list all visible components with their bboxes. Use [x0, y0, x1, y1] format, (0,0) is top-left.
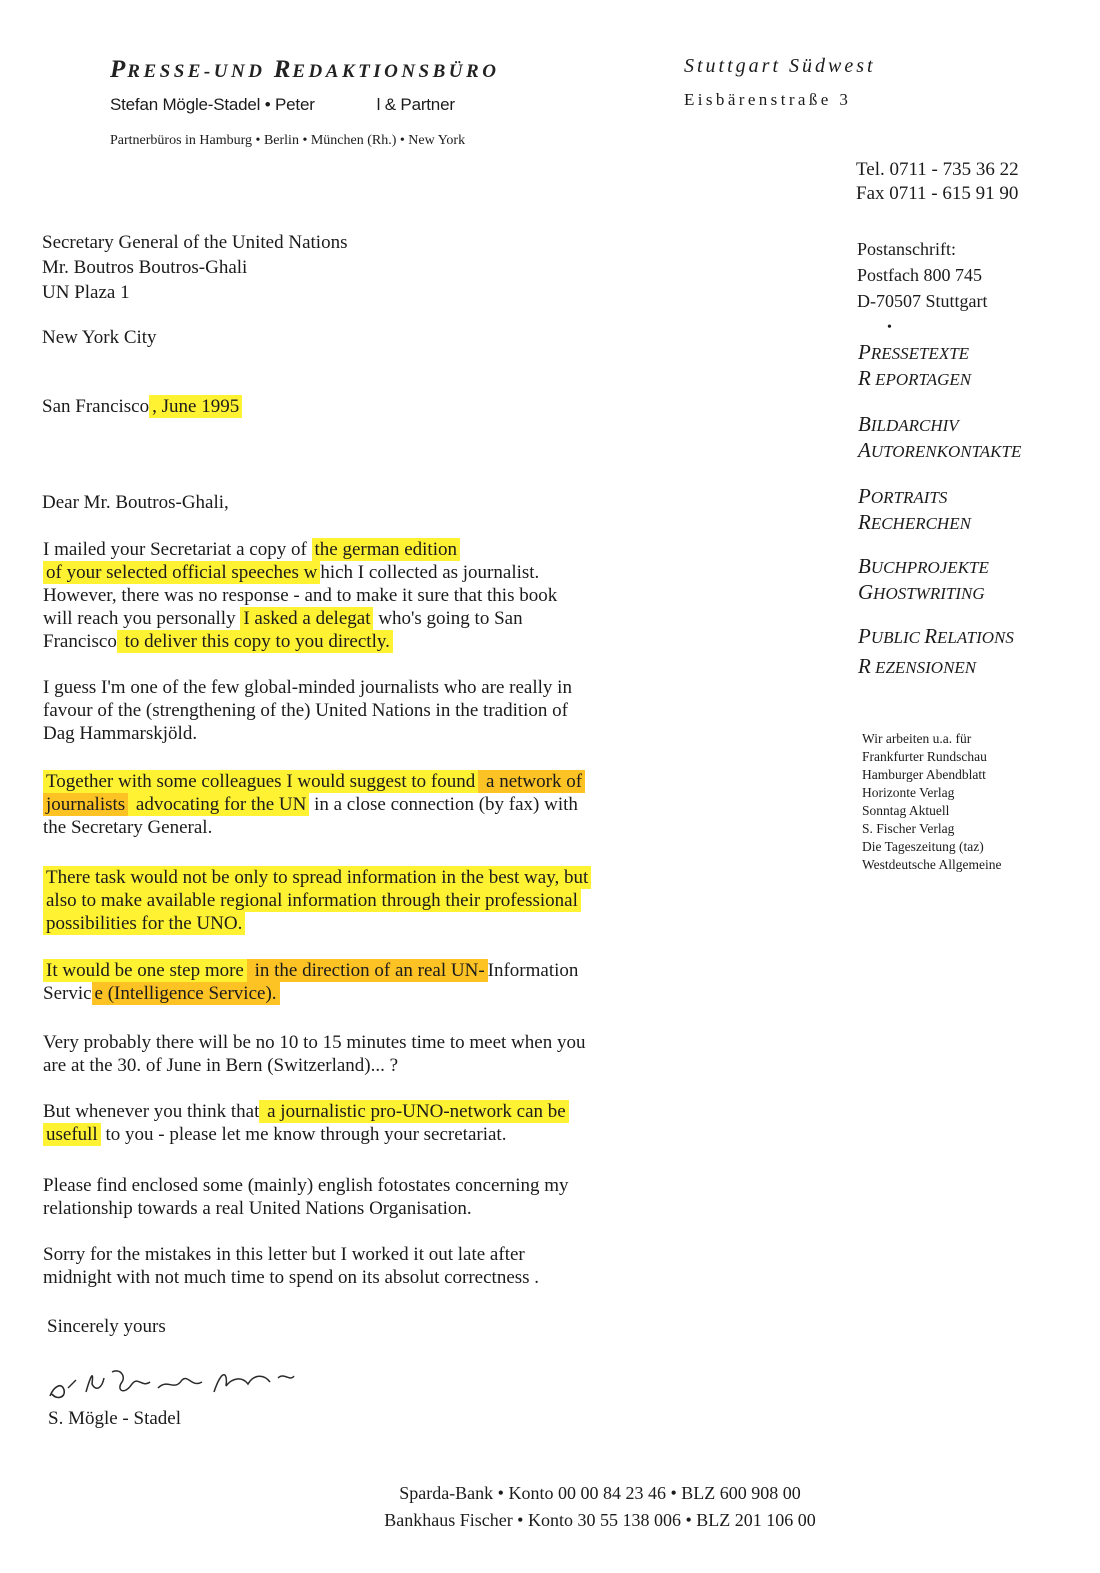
- service-pair-1: PRESSETEXTE R EPORTAGEN: [858, 340, 972, 390]
- paragraph-9: Sorry for the mistakes in this letter but I worked it out late after midnight with not much time to spend on its absolut correctness .: [43, 1244, 540, 1288]
- letterhead-city: Stuttgart Südwest: [684, 55, 876, 77]
- letterhead-partners: Stefan Mögle-Stadel • Peter l & Partner: [110, 95, 455, 114]
- highlight: of your selected official speeches w: [43, 561, 320, 584]
- highlight: , June 1995: [149, 395, 242, 418]
- service-pair-5: PUBLIC RELATIONS R EZENSIONEN: [858, 624, 1014, 678]
- highlight: usefull: [43, 1123, 101, 1146]
- paragraph-1: I mailed your Secretariat a copy of the german edition of your selected official speeches w hich I collected as journalist. However, there was no response - and to make it sure that this book will reach you personally I asked a delegat who's going to San Francisco to deliver this copy to you directly.: [43, 539, 558, 652]
- highlight: It would be one step more: [43, 959, 247, 982]
- client-item: Frankfurter Rundschau: [862, 749, 987, 764]
- highlight: also to make available regional information through their professional: [43, 889, 581, 912]
- highlight: I asked a delegat: [240, 607, 373, 630]
- paragraph-7: But whenever you think that a journalistic pro-UNO-network can be usefull to you - please let me know through your secretariat.: [43, 1100, 569, 1146]
- paragraph-8: Please find enclosed some (mainly) english fotostates concerning my relationship towards a real United Nations Organisation.: [43, 1175, 569, 1219]
- paragraph-3: Together with some colleagues I would suggest to found a network of journalists advocating for the UN in a close connection (by fax) with the Secretary General.: [43, 770, 585, 839]
- highlight: There task would not be only to spread information in the best way, but: [43, 866, 591, 889]
- partner-offices: Partnerbüros in Hamburg • Berlin • München (Rh.) • New York: [110, 133, 466, 148]
- recipient-city: New York City: [42, 327, 157, 348]
- salutation: Dear Mr. Boutros-Ghali,: [42, 492, 229, 513]
- highlight-orange: a network of: [478, 770, 585, 793]
- highlight: Together with some colleagues I would suggest to found: [43, 770, 478, 793]
- redacted-name: [315, 94, 377, 112]
- client-item: S. Fischer Verlag: [862, 821, 955, 836]
- paragraph-2: I guess I'm one of the few global-minded journalists who are really in favour of the (strengthening of the) United Nations in the tradition of Dag Hammarskjöld.: [43, 677, 572, 744]
- signatory-name: S. Mögle - Stadel: [48, 1408, 181, 1429]
- highlight: to deliver this copy to you directly.: [117, 630, 393, 653]
- fax-number: Fax 0711 - 615 91 90: [856, 183, 1019, 204]
- client-item: Westdeutsche Allgemeine: [862, 857, 1002, 872]
- recipient-address: Secretary General of the United Nations Mr. Boutros Boutros-Ghali UN Plaza 1: [42, 232, 348, 303]
- service-pair-4: BUCHPROJEKTE GHOSTWRITING: [858, 554, 989, 604]
- letterhead-brand: PRESSE-UND REDAKTIONSBÜRO: [110, 56, 500, 83]
- ink-dot: •: [887, 320, 892, 335]
- paragraph-4: [43, 866, 591, 935]
- paragraph-6: Very probably there will be no 10 to 15 minutes time to meet when you are at the 30. of June in Bern (Switzerland)... ?: [43, 1032, 586, 1076]
- highlight: the german edition: [312, 538, 460, 561]
- highlight: advocating for the UN: [128, 793, 309, 816]
- highlight-orange: e (Intelligence Service).: [92, 982, 280, 1005]
- client-item: Hamburger Abendblatt: [862, 767, 986, 782]
- letterhead-street: Eisbärenstraße 3: [684, 90, 852, 109]
- dateline: San Francisco , June 1995: [42, 396, 242, 418]
- contact-phone-fax: [856, 158, 1019, 206]
- service-pair-2: BILDARCHIV AUTORENKONTAKTE: [858, 412, 1022, 462]
- highlight-orange: in the direction of an real UN-: [247, 959, 488, 982]
- client-item: Sonntag Aktuell: [862, 803, 950, 818]
- highlight: possibilities for the UNO.: [43, 912, 245, 935]
- postal-address: Postanschrift: Postfach 800 745 D-70507 Stuttgart: [857, 239, 988, 311]
- bank-details: [0, 1480, 1100, 1534]
- highlight-orange: journalists: [43, 793, 128, 816]
- service-pair-3: PORTRAITS RECHERCHEN: [858, 484, 971, 534]
- bank-line: Bankhaus Fischer • Konto 30 55 138 006 • BLZ 201 106 00: [384, 1510, 816, 1530]
- bank-line: Sparda-Bank • Konto 00 00 84 23 46 • BLZ 600 908 00: [399, 1483, 801, 1503]
- closing: Sincerely yours: [47, 1316, 166, 1337]
- paragraph-5: It would be one step more in the direction of an real UN- Information Servic e (Intelligence Service).: [43, 960, 579, 1004]
- handwritten-signature: [42, 1348, 312, 1406]
- client-item: Horizonte Verlag: [862, 785, 955, 800]
- phone-number: Tel. 0711 - 735 36 22: [856, 159, 1019, 180]
- highlight: a journalistic pro-UNO-network can be: [259, 1100, 568, 1123]
- client-item: Die Tageszeitung (taz): [862, 839, 984, 854]
- client-list: Wir arbeiten u.a. für Frankfurter Rundschau Hamburger Abendblatt Horizonte Verlag Sonntag Aktuell S. Fischer Verlag Die Tageszeitung (taz) Westdeutsche Allgemeine: [862, 731, 1002, 872]
